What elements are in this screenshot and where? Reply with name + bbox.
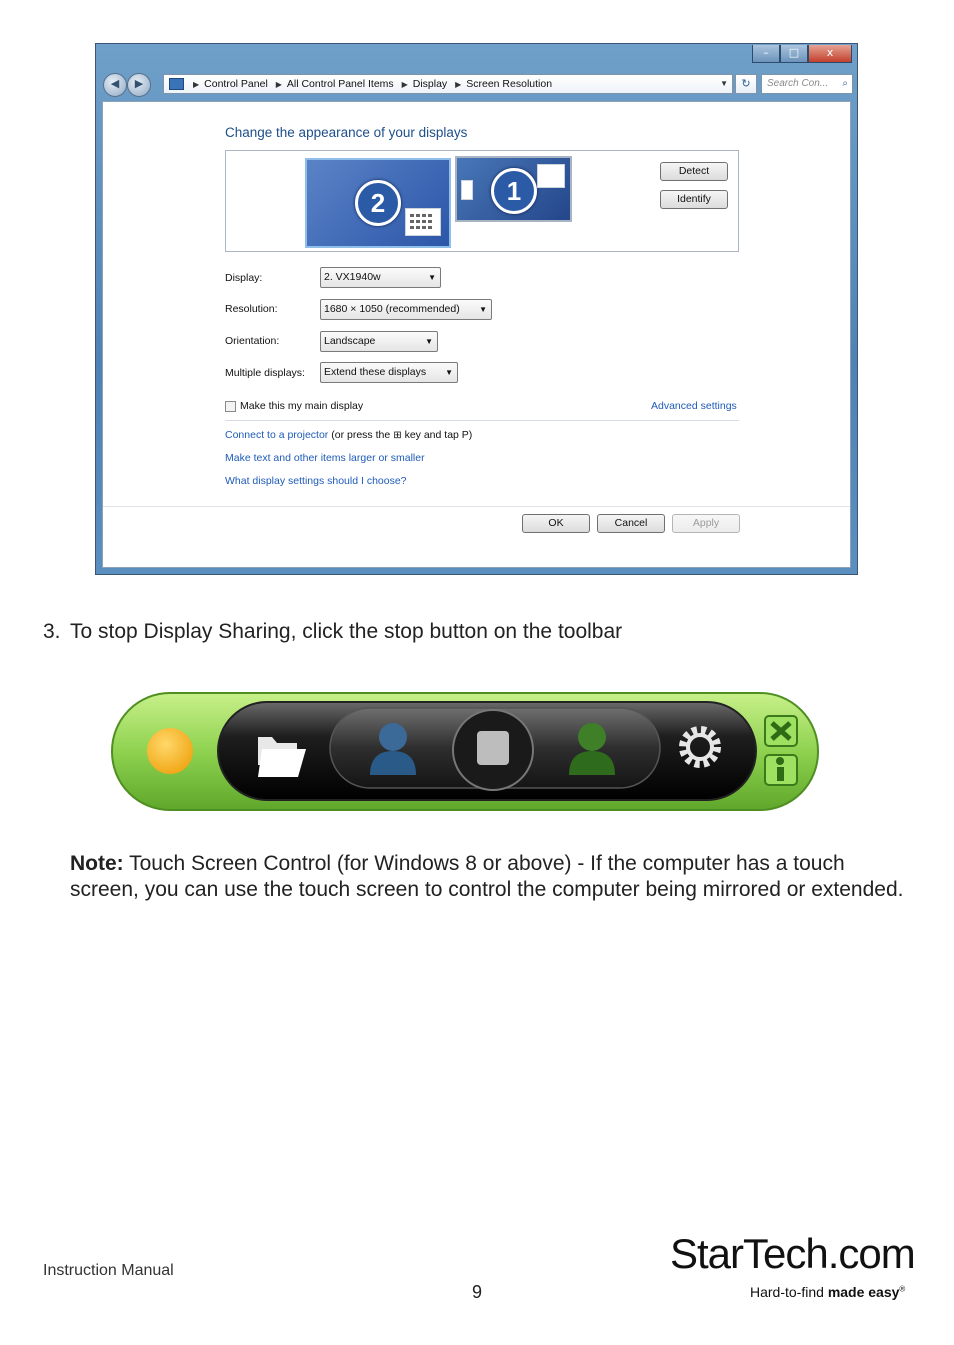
monitor-grid-icon (405, 208, 441, 236)
breadcrumb-item[interactable]: All Control Panel Items (286, 78, 394, 90)
refresh-button[interactable]: ↻ (735, 74, 757, 94)
search-input[interactable] (761, 74, 853, 94)
chevron-right-icon: ▶ (455, 80, 462, 89)
main-display-checkbox-label: Make this my main display (240, 400, 364, 412)
step-number: 3. (43, 620, 61, 643)
back-button[interactable]: ◀ (103, 73, 127, 97)
chevron-right-icon: ▶ (401, 80, 408, 89)
close-icon[interactable] (765, 716, 797, 746)
caption-buttons (752, 45, 852, 63)
detect-button[interactable]: Detect (660, 162, 728, 181)
projector-line (225, 429, 472, 441)
brand-name: StarTech.com (670, 1230, 915, 1277)
chevron-right-icon: ▶ (275, 80, 282, 89)
chevron-down-icon[interactable]: ▼ (720, 79, 728, 88)
orientation-select[interactable] (320, 331, 438, 352)
cancel-button[interactable]: Cancel (597, 514, 665, 533)
page-title: Change the appearance of your displays (225, 125, 468, 140)
identify-button[interactable]: Identify (660, 190, 728, 209)
multiple-displays-select[interactable] (320, 362, 458, 383)
connect-projector-link[interactable]: Connect to a projector (225, 429, 329, 441)
note-text: Touch Screen Control (for Windows 8 or above) - If the computer has a touch screen, you can use the touch screen to control the computer being mirrored or extended. (70, 852, 904, 901)
note-label: Note: (70, 852, 124, 875)
stop-icon[interactable] (453, 710, 533, 790)
orientation-label: Orientation: (225, 335, 280, 347)
monitor-number-badge: 2 (355, 180, 401, 226)
chevron-down-icon: ▼ (445, 368, 453, 377)
breadcrumb-item[interactable]: Display (412, 78, 448, 90)
search-placeholder: Search Con... (767, 78, 829, 89)
chevron-down-icon: ▼ (479, 305, 487, 314)
forward-button[interactable]: ▶ (127, 73, 151, 97)
resolution-label: Resolution: (225, 303, 278, 315)
display-select[interactable] (320, 267, 441, 288)
monitor-window-icon (537, 164, 565, 188)
monitor-2[interactable] (305, 158, 451, 248)
main-display-checkbox[interactable] (225, 401, 236, 412)
brand-tagline (750, 1284, 905, 1300)
multiple-displays-select-value: Extend these displays (324, 366, 427, 378)
orientation-select-value: Landscape (324, 335, 376, 347)
advanced-settings-link[interactable]: Advanced settings (651, 400, 737, 412)
apply-button[interactable]: Apply (672, 514, 740, 533)
monitor-window-icon (461, 180, 473, 200)
multiple-displays-label: Multiple displays: (225, 367, 305, 379)
tagline-part-1: Hard-to-find (750, 1284, 828, 1300)
resolution-select-value: 1680 × 1050 (recommended) (324, 303, 460, 315)
chevron-down-icon: ▼ (428, 273, 436, 282)
screen-resolution-window (95, 43, 858, 575)
note-paragraph (70, 851, 910, 903)
text-size-link[interactable]: Make text and other items larger or smaller (225, 452, 425, 464)
breadcrumb-item[interactable]: Screen Resolution (466, 78, 553, 90)
status-dot-icon[interactable] (147, 728, 193, 774)
projector-hint-1: (or press the (331, 429, 391, 441)
address-bar[interactable] (163, 74, 733, 94)
address-bar-row (103, 72, 851, 96)
chevron-right-icon: ▶ (193, 80, 200, 89)
display-label: Display: (225, 272, 263, 284)
windows-key-icon: ⊞ (393, 430, 402, 441)
display-select-value: 2. VX1940w (324, 271, 381, 283)
ok-button[interactable]: OK (522, 514, 590, 533)
chevron-down-icon: ▼ (425, 337, 433, 346)
info-icon[interactable] (765, 755, 797, 785)
breadcrumb-item[interactable]: Control Panel (204, 78, 268, 90)
projector-hint-2: key and tap P) (404, 429, 473, 441)
control-panel-icon (169, 78, 184, 90)
tagline-part-2: made easy (827, 1284, 900, 1300)
divider (225, 420, 739, 421)
page-number: 9 (472, 1282, 483, 1302)
close-button[interactable]: x (808, 45, 852, 63)
title-bar (96, 44, 857, 68)
maximize-button[interactable]: □ (780, 45, 808, 63)
display-settings-help-link[interactable]: What display settings should I choose? (225, 475, 407, 487)
monitor-1[interactable] (455, 156, 572, 222)
step-text: To stop Display Sharing, click the stop button on the toolbar (70, 620, 623, 643)
display-sharing-toolbar (110, 691, 820, 812)
minimize-button[interactable]: – (752, 45, 780, 63)
step-3 (43, 620, 622, 644)
startech-logo (670, 1230, 915, 1310)
search-icon[interactable]: ⌕ (842, 78, 848, 89)
monitor-number-badge: 1 (491, 168, 537, 214)
resolution-select[interactable] (320, 299, 492, 320)
registered-mark: ® (899, 1284, 906, 1294)
footer-title: Instruction Manual (43, 1262, 174, 1279)
